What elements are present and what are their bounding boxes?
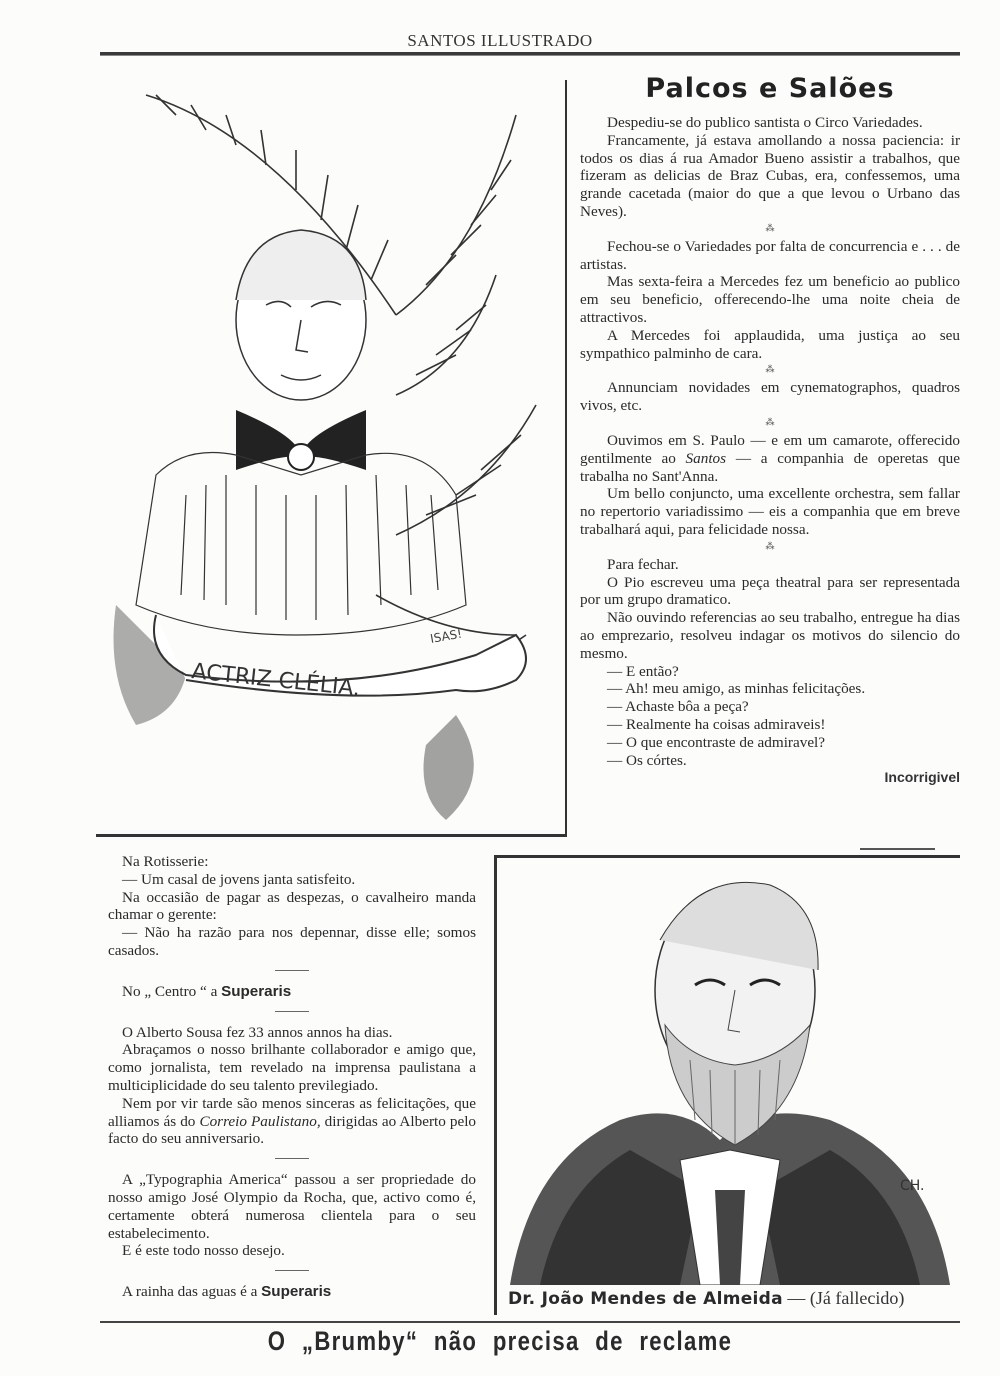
- article-signature: Incorrigivel: [884, 769, 960, 786]
- dialogue-line: — Ah! meu amigo, as minhas felicitações.: [607, 680, 866, 698]
- running-title: SANTOS ILLUSTRADO: [407, 31, 593, 50]
- newspaper-name: Correio Paulistano,: [199, 1112, 321, 1130]
- brand-superaris: Superaris: [221, 982, 292, 1000]
- footer-advertisement: O „Brumby“ não precisa de reclame: [267, 1326, 733, 1356]
- portrait-frame-top: [495, 855, 960, 858]
- caption-note: (Já fallecido): [809, 1288, 905, 1308]
- caption-name: Dr. João Mendes de Almeida: [508, 1289, 783, 1309]
- article-paragraph: Fechou-se o Variedades por falta de concurrencia e . . . de artistas.: [580, 237, 960, 273]
- dialogue-line: — O que encontraste de admiravel?: [607, 733, 826, 751]
- rotisserie-line: Na occasião de pagar as despezas, o cavalheiro manda chamar o gerente:: [108, 888, 476, 924]
- dialogue-line: — Realmente ha coisas admiraveis!: [607, 715, 826, 733]
- article-paragraph: Mas sexta-feira a Mercedes fez um beneficio ao publico em seu beneficio, offerecendo-lhe uma noite cheia de attractivos.: [580, 273, 960, 326]
- typographia-paragraph: E é este todo nosso desejo.: [122, 1242, 285, 1260]
- article-paragraph: Não ouvindo referencias ao seu trabalho, entregue ha dias ao emprezario, resolveu indagar os motivos do silencio do mesmo.: [580, 609, 960, 662]
- article-paragraph: Um bello conjuncto, uma excellente orchestra, sem fallar no repertorio variadissimo — eis a companhia que em breve trabalhará aqui, para felicidade nossa.: [580, 485, 960, 538]
- article-paragraph: Annunciam novidades em cynematographos, quadros vivos, etc.: [580, 379, 960, 415]
- signature-rule: [860, 848, 935, 850]
- joao-mendes-portrait-illustration: [500, 860, 955, 1285]
- asterism-divider: ⁂: [765, 416, 775, 427]
- alberto-paragraph: Abraçamos o nosso brilhante collaborador e amigo que, como jornalista, tem revelado na imprensa paulistana a multiciplicidade do seu talento previlegiado.: [108, 1041, 476, 1094]
- article-paragraph: Francamente, já estava amollando a nossa paciencia: ir todos os dias á rua Amador Bueno assistir a trabalhos, que fizeram as delicias de Braz Cubas, era, confessemos, uma grande cacetada (maior do que a que levou o Urbano das Neves).: [580, 131, 960, 220]
- rotisserie-line: — Um casal de jovens janta satisfeito.: [122, 870, 356, 888]
- footer-rule: [100, 1321, 960, 1323]
- article-paragraph: Ouvimos em S. Paulo — e em um camarote, offerecido gentilmente ao Santos — a companhia de operetas que trabalha no Sant'Anna.: [580, 431, 961, 485]
- article-palcos-e-saloes: [580, 72, 960, 787]
- article-paragraph: O Pio escreveu uma peça theatral para ser representada por um grupo dramatico.: [580, 573, 960, 609]
- frame-border-bottom: [96, 834, 567, 837]
- alberto-paragraph: Nem por vir tarde são menos sinceras as felicitações, que alliamos ás do Correio Paulistano, dirigidas ao Alberto pelo facto do seu anniversario.: [108, 1094, 477, 1148]
- article-paragraph: A Mercedes foi applaudida, uma justiça ao seu sympathico palminho de cara.: [580, 326, 960, 362]
- newspaper-name: Santos: [685, 449, 727, 467]
- asterism-divider: ⁂: [765, 540, 775, 551]
- dialogue-line: — Os córtes.: [607, 751, 687, 769]
- alberto-paragraph: O Alberto Sousa fez 33 annos annos ha dias.: [122, 1023, 393, 1041]
- typographia-paragraph: A „Typographia America“ passou a ser propriedade do nosso amigo José Olympio da Rocha, que, activo como é, certamente obterá numerosa clientela para o seu estabelecimento.: [108, 1171, 476, 1242]
- actress-portrait-illustration: [96, 75, 566, 830]
- banner-label: ACTRIZ CLÉLIA.: [190, 659, 362, 702]
- article-title: Palcos e Salões: [645, 73, 895, 104]
- article-paragraph: Para fechar.: [607, 555, 679, 573]
- rotisserie-line: — Não ha razão para nos depennar, disse elle; somos casados.: [108, 924, 476, 959]
- dialogue-line: — E então?: [607, 662, 679, 680]
- rotisserie-line: Na Rotisserie:: [122, 853, 209, 870]
- short-divider: [275, 970, 309, 971]
- artist-signature-bottom: CH.: [900, 1178, 925, 1194]
- artist-signature-top: ISAS!: [429, 626, 464, 646]
- frame-border-right: [565, 80, 567, 835]
- portrait-caption: Dr. João Mendes de Almeida — (Já fallecido): [508, 1288, 905, 1309]
- left-column-notes: [108, 853, 476, 1301]
- asterism-divider: ⁂: [765, 364, 775, 375]
- rainha-ad: A rainha das aguas é a Superaris: [122, 1283, 332, 1301]
- portrait-frame-left: [494, 855, 497, 1315]
- article-paragraph: Despediu-se do publico santista o Circo Variedades.: [607, 114, 923, 131]
- short-divider: [275, 1270, 309, 1271]
- short-divider: [275, 1158, 309, 1159]
- header-rule: [100, 52, 960, 56]
- asterism-divider: ⁂: [765, 222, 775, 233]
- short-divider: [275, 1011, 309, 1012]
- centro-ad: No „ Centro “ a Superaris: [122, 982, 292, 1000]
- brand-superaris: Superaris: [261, 1283, 332, 1301]
- dialogue-line: — Achaste bôa a peça?: [607, 698, 749, 716]
